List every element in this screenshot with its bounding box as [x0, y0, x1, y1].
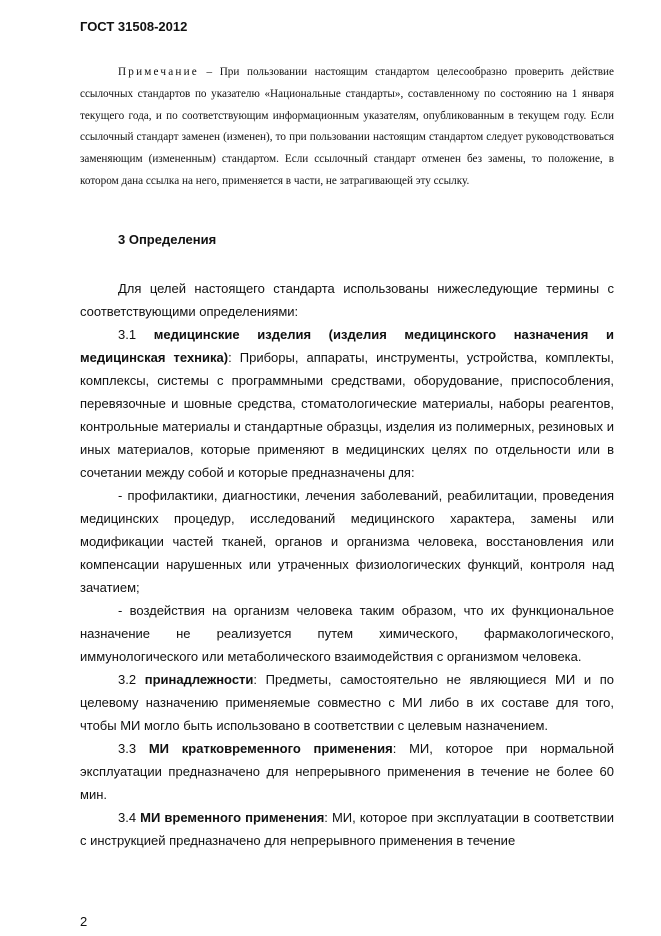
- definition-3-2: [80, 668, 614, 737]
- note-paragraph: [80, 62, 614, 193]
- definition-3-3: [80, 737, 614, 806]
- definition-term: МИ временного применения: [140, 810, 325, 825]
- document-header: ГОСТ 31508-2012: [80, 19, 188, 34]
- list-item: - воздействия на организм человека таким образом, что их функциональное назначение не реализуется путем химического, фармакологического, иммунологического или метаболического взаимодействия с организмом человека.: [80, 603, 614, 664]
- page-number: 2: [80, 914, 88, 929]
- note-label: Примечание: [118, 66, 199, 78]
- definition-number: 3.3: [118, 741, 149, 756]
- section-title: 3 Определения: [118, 232, 217, 247]
- intro-paragraph: Для целей настоящего стандарта использованы нижеследующие термины с соответствующими определениями:: [80, 281, 614, 319]
- definition-3-4: [80, 806, 614, 852]
- definition-term: МИ кратковременного применения: [148, 741, 393, 756]
- definitions-body: [80, 277, 614, 852]
- list-item: - профилактики, диагностики, лечения заболеваний, реабилитации, проведения медицинских процедур, исследований медицинского характера, замены или модификации частей тканей, органов и организма человека, восстановления или компенсации нарушенных или утраченных физиологических функций, контроля над зачатием;: [80, 488, 614, 595]
- definition-number: 3.2: [118, 672, 145, 687]
- definition-text: : МИ, которое при нормальной эксплуатации предназначено для непрерывного применения в течение не более 60 мин.: [80, 741, 615, 802]
- definition-term: медицинские изделия (изделия медицинского назначения и медицинская техника): [80, 327, 615, 365]
- definition-text: : МИ, которое при эксплуатации в соответствии с инструкцией предназначено для непрерывного применения в течение: [80, 810, 615, 848]
- note-text: – При пользовании настоящим стандартом целесообразно проверить действие ссылочных стандартов по указателю «Национальные стандарты», составленному по состоянию на 1 января текущего года, и по соответствующим информационным указателям, опубликованным в текущем году. Если ссылочный стандарт заменен (изменен), то при пользовании настоящим стандартом следует руководствоваться заменяющим (измененным) стандартом. Если ссылочный стандарт отменен без замены, то положение, в котором дана ссылка на него, применяется в части, не затрагивающей эту ссылку.: [80, 66, 614, 187]
- definition-text: : Приборы, аппараты, инструменты, устройства, комплекты, комплексы, системы с программными средствами, оборудование, приспособления, перевязочные и шовные средства, стоматологические материалы, наборы реагентов, контрольные материалы и стандартные образцы, изделия из полимерных, резиновых и иных материалов, которые применяют в медицинских целях по отдельности или в сочетании между собой и которые предназначены для:: [80, 350, 615, 480]
- definition-term: принадлежности: [144, 672, 254, 687]
- definition-text: : Предметы, самостоятельно не являющиеся МИ и по целевому назначению применяемые совместно с МИ либо в их составе для того, чтобы МИ могло быть использовано в соответствии с целевым назначением.: [80, 672, 614, 733]
- definition-number: 3.4: [118, 810, 141, 825]
- definition-3-1: [80, 323, 614, 484]
- definition-number: 3.1: [118, 327, 154, 342]
